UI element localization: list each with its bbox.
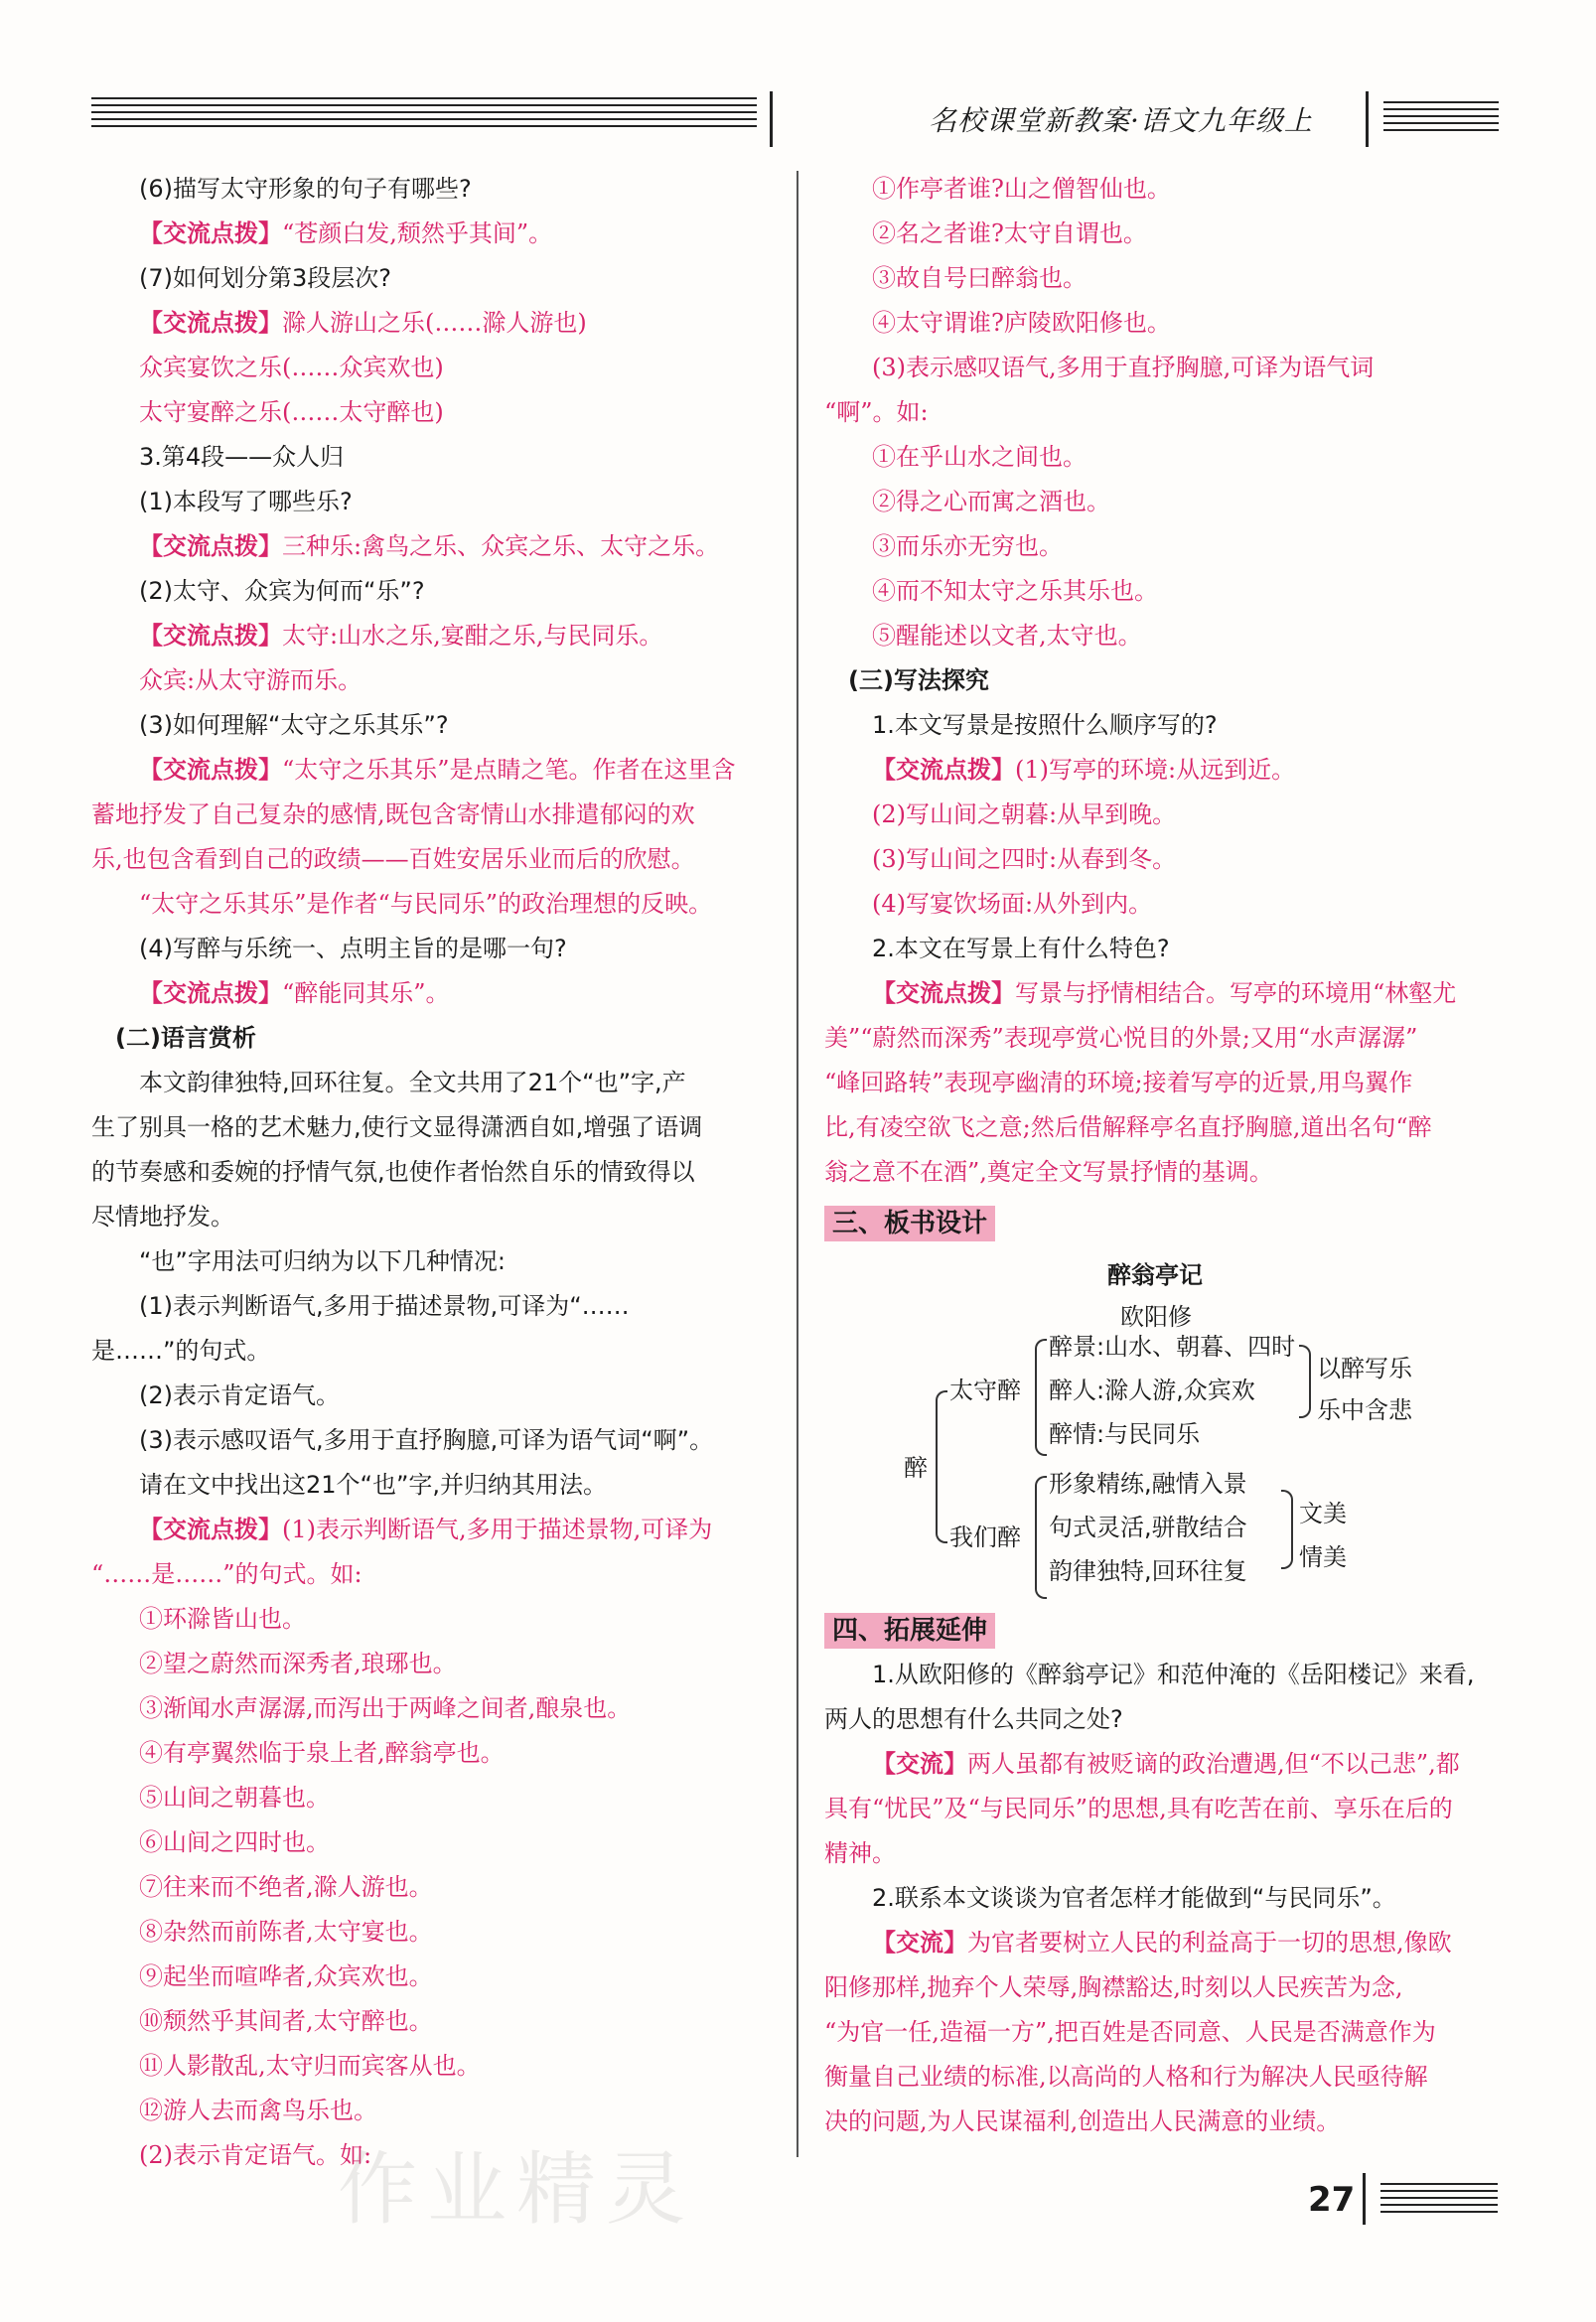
answer-tag: 【交流点拨】 [139,979,282,1007]
text-line: 两人的思想有什么共同之处? [824,1705,1123,1733]
board-b2-item: 句式灵活,骈散结合 [1049,1514,1247,1541]
text-line: 1.本文写景是按照什么顺序写的? [872,711,1218,739]
text-line: (7)如何划分第3段层次? [139,264,392,292]
answer-text: 滁人游山之乐(……滁人游也) [282,309,587,337]
answer-text: “醉能同其乐”。 [282,979,450,1007]
text-line [91,614,767,658]
text-line: ⑧杂然而前陈者,太守宴也。 [139,1918,433,1946]
answer-text: 两人虽都有被贬谪的政治遭遇,但“不以己悲”,都 [967,1750,1460,1778]
page-header-title: 名校课堂新教案·语文九年级上 [929,104,1313,137]
text-line: ⑤醒能述以文者,太守也。 [872,622,1142,650]
answer-tag: 【交流点拨】 [139,532,282,560]
text-line [91,524,767,569]
column-divider [797,171,798,2157]
section-extension [824,1609,1500,2144]
text-line: (三)写法探究 [848,666,989,694]
text-line [824,1742,1500,1787]
page-number: 27 [1308,2180,1356,2220]
text-line: (4)写宴饮场面:从外到内。 [872,890,1153,918]
answer-tag: 【交流】 [872,1929,967,1957]
text-line: 精神。 [824,1839,896,1867]
text-line: 尽情地抒发。 [91,1203,234,1231]
text-line: 蓄地抒发了自己复杂的感情,既包含寄情山水排遣郁闷的欢 [91,800,695,828]
text-line: ②得之心而寓之酒也。 [872,488,1110,515]
text-line: 2.联系本文谈谈为官者怎样才能做到“与民同乐”。 [872,1884,1396,1912]
text-line: 衡量自己业绩的标准,以高尚的人格和行为解决人民亟待解 [824,2063,1428,2091]
text-line: (1)表示判断语气,多用于描述景物,可译为“…… [139,1292,630,1320]
board-b2-item: 韵律独特,回环往复 [1049,1557,1247,1585]
text-line: ③故自号曰醉翁也。 [872,264,1087,292]
answer-text: 太守:山水之乐,宴酣之乐,与民同乐。 [282,622,663,650]
text-line: “啊”。如: [824,398,929,426]
section-board-design [824,1202,995,1245]
text-line: “为官一任,造福一方”,把百姓是否同意、人民是否满意作为 [824,2018,1436,2046]
text-line: 决的问题,为人民谋福利,创造出人民满意的业绩。 [824,2107,1341,2135]
text-line [824,971,1500,1016]
b2-right-brace [1281,1490,1293,1569]
text-line: (3)表示感叹语气,多用于直抒胸臆,可译为语气词“啊”。 [139,1426,714,1454]
answer-tag: 【交流点拨】 [872,756,1015,784]
text-line: ②名之者谁?太守自谓也。 [872,219,1147,247]
board-b1-item: 醉景:山水、朝暮、四时 [1049,1333,1296,1361]
right-column [824,167,1500,1195]
text-line: 众宾:从太守游而乐。 [139,666,363,694]
text-line: ④太守谓谁?庐陵欧阳修也。 [872,309,1171,337]
board-b2-right: 情美 [1299,1543,1347,1571]
answer-text: “太守之乐其乐”是点睛之笔。作者在这里含 [282,756,736,784]
text-line: “峰回路转”表现亭幽清的环境;接着写亭的近景,用鸟翼作 [824,1069,1413,1096]
answer-text: 写景与抒情相结合。写亭的环境用“林壑尤 [1015,979,1457,1007]
header-divider-right [1366,91,1369,147]
text-line: ④有亭翼然临于泉上者,醉翁亭也。 [139,1739,505,1767]
text-line [91,301,767,346]
text-line: (1)本段写了哪些乐? [139,488,353,515]
root-brace [936,1390,947,1543]
board-b2-item: 形象精练,融情入景 [1049,1470,1247,1498]
text-line: ③而乐亦无穷也。 [872,532,1063,560]
text-line: 生了别具一格的艺术魅力,使行文显得潇洒自如,增强了语调 [91,1113,703,1141]
text-line: (二)语言赏析 [115,1024,256,1052]
text-line [824,748,1500,793]
left-column [91,167,767,2178]
section-heading: 三、板书设计 [824,1206,995,1241]
answer-text: “苍颜白发,颓然乎其间”。 [282,219,553,247]
text-line [91,1508,767,1552]
answer-text: (1)写亭的环境:从远到近。 [1015,756,1296,784]
header-divider-left [770,91,773,147]
answer-tag: 【交流点拨】 [139,622,282,650]
text-line [91,971,767,1016]
text-line: (2)写山间之朝暮:从早到晚。 [872,800,1177,828]
text-line: ⑫游人去而禽鸟乐也。 [139,2097,377,2124]
text-line: (2)表示肯定语气。如: [139,2141,372,2169]
text-line: 1.从欧阳修的《醉翁亭记》和范仲淹的《岳阳楼记》来看, [872,1661,1475,1688]
text-line: ①作亭者谁?山之僧智仙也。 [872,175,1171,203]
text-line: “也”字用法可归纳为以下几种情况: [139,1247,506,1275]
text-line: ①环滁皆山也。 [139,1605,306,1633]
board-b1-item: 醉情:与民同乐 [1049,1420,1201,1448]
board-b1-right: 乐中含悲 [1317,1396,1412,1424]
board-branch-1: 太守醉 [949,1377,1021,1404]
answer-tag: 【交流点拨】 [872,979,1015,1007]
text-line: (2)太守、众宾为何而“乐”? [139,577,425,605]
text-line: ②望之蔚然而深秀者,琅琊也。 [139,1650,457,1677]
answer-text: (1)表示判断语气,多用于描述景物,可译为 [282,1516,713,1543]
footer-rule [1380,2183,1498,2213]
text-line: 请在文中找出这21个“也”字,并归纳其用法。 [139,1471,608,1499]
text-line: ①在乎山水之间也。 [872,443,1087,471]
answer-tag: 【交流点拨】 [139,756,282,784]
text-line: (4)写醉与乐统一、点明主旨的是哪一句? [139,935,567,962]
text-line: 翁之意不在酒”,奠定全文写景抒情的基调。 [824,1158,1273,1186]
text-line: ⑨起坐而喧哗者,众宾欢也。 [139,1962,433,1990]
text-line: ⑩颓然乎其间者,太守醉也。 [139,2007,433,2035]
watermark: 作业精灵 [338,2143,695,2236]
b1-right-brace [1299,1345,1311,1418]
text-line: (6)描写太守形象的句子有哪些? [139,175,472,203]
text-line [824,1921,1500,1965]
footer-divider [1363,2173,1366,2225]
text-line: 比,有凌空欲飞之意;然后借解释亭名直抒胸臆,道出名句“醉 [824,1113,1432,1141]
board-b2-right: 文美 [1299,1500,1347,1527]
text-line: ⑥山间之四时也。 [139,1828,330,1856]
answer-tag: 【交流点拨】 [139,219,282,247]
text-line: 众宾宴饮之乐(……众宾欢也) [139,354,444,381]
text-line: ⑤山间之朝暮也。 [139,1784,330,1812]
text-line: (3)如何理解“太守之乐其乐”? [139,711,449,739]
text-line: 具有“忧民”及“与民同乐”的思想,具有吃苦在前、享乐在后的 [824,1795,1453,1822]
board-title: 醉翁亭记 [1107,1261,1203,1289]
answer-text: 为官者要树立人民的利益高于一切的思想,像欧 [967,1929,1452,1957]
board-root: 醉 [904,1454,928,1482]
text-line: ⑦往来而不绝者,滁人游也。 [139,1873,433,1901]
text-line: 乐,也包含看到自己的政绩——百姓安居乐业而后的欣慰。 [91,845,695,873]
answer-tag: 【交流点拨】 [139,1516,282,1543]
branch2-brace [1035,1476,1047,1599]
board-b1-item: 醉人:滁人游,众宾欢 [1049,1377,1255,1404]
board-b1-right: 以醉写乐 [1317,1355,1412,1382]
text-line: (3)表示感叹语气,多用于直抒胸臆,可译为语气词 [872,354,1375,381]
branch1-brace [1035,1339,1047,1456]
text-line: 阳修那样,抛弃个人荣辱,胸襟豁达,时刻以人民疾苦为念, [824,1973,1403,2001]
text-line: 3.第4段——众人归 [139,443,345,471]
header-rule-right [1383,101,1499,131]
text-line [91,748,767,793]
header-rule-left [91,97,757,127]
section-heading: 四、拓展延伸 [824,1613,995,1649]
text-line: ③渐闻水声潺潺,而泻出于两峰之间者,酿泉也。 [139,1694,632,1722]
text-line: 本文韵律独特,回环往复。全文共用了21个“也”字,产 [139,1069,686,1096]
text-line: “……是……”的句式。如: [91,1560,363,1588]
text-line: 的节奏感和委婉的抒情气氛,也使作者怡然自乐的情致得以 [91,1158,695,1186]
board-branch-2: 我们醉 [949,1524,1021,1551]
text-line: (2)表示肯定语气。 [139,1381,340,1409]
board-diagram [824,1241,1440,1609]
answer-tag: 【交流点拨】 [139,309,282,337]
text-line: 太守宴醉之乐(……太守醉也) [139,398,444,426]
text-line: (3)写山间之四时:从春到冬。 [872,845,1177,873]
text-line: 2.本文在写景上有什么特色? [872,935,1170,962]
answer-text: 三种乐:禽鸟之乐、众宾之乐、太守之乐。 [282,532,720,560]
answer-tag: 【交流】 [872,1750,967,1778]
extension-lines [824,1653,1500,2144]
text-line: 美”“蔚然而深秀”表现亭赏心悦目的外景;又用“水声潺潺” [824,1024,1418,1052]
text-line [91,212,767,256]
text-line: ④而不知太守之乐其乐也。 [872,577,1158,605]
text-line: 是……”的句式。 [91,1337,271,1365]
text-line: “太守之乐其乐”是作者“与民同乐”的政治理想的反映。 [139,890,713,918]
board-author: 欧阳修 [1120,1303,1192,1331]
text-line: ⑪人影散乱,太守归而宾客从也。 [139,2052,481,2080]
